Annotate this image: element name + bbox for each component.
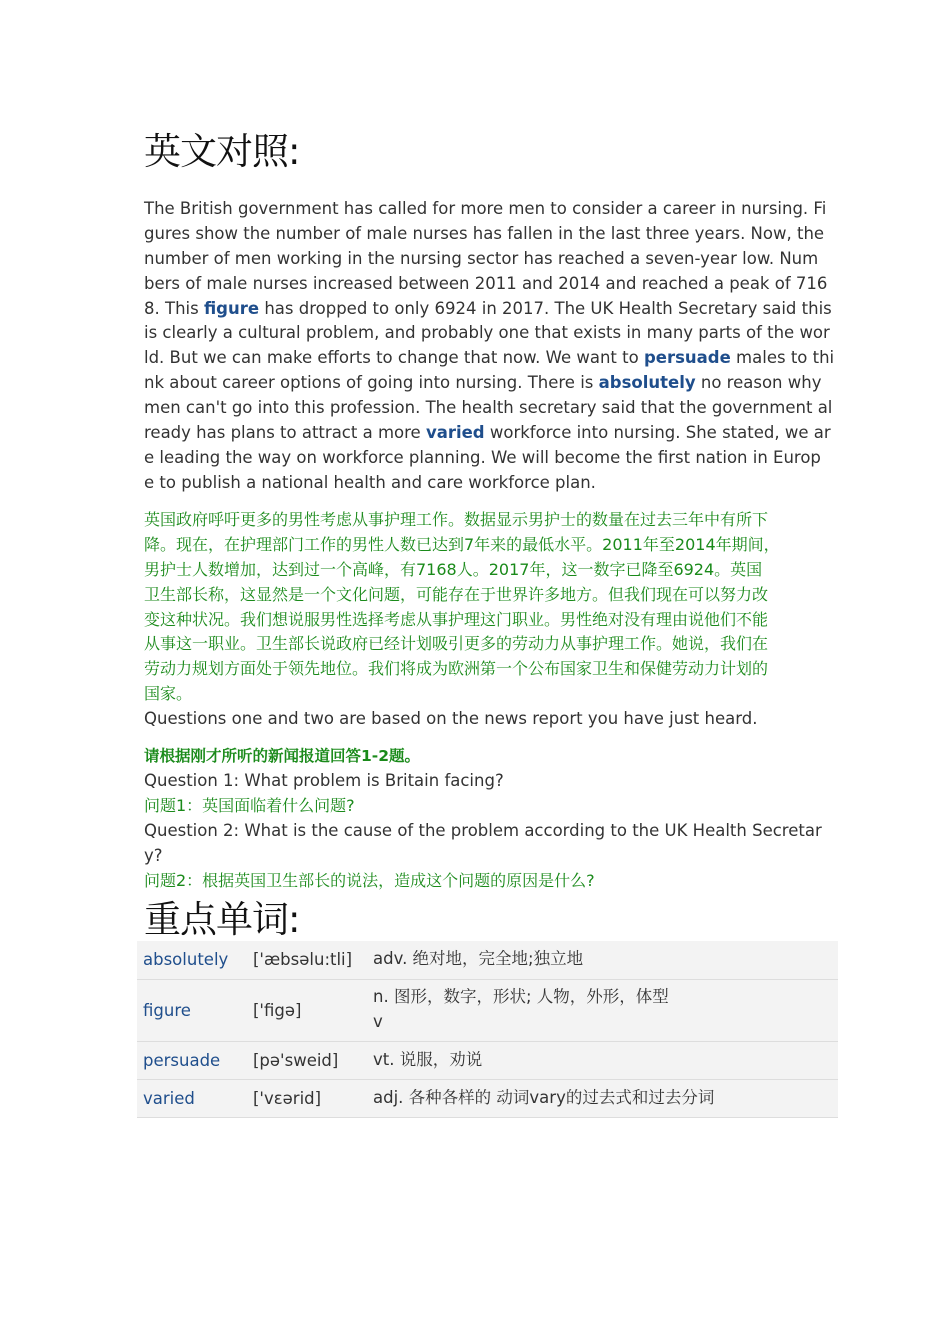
vocab-meaning [367, 941, 838, 979]
question-2-en-line2: y? [144, 846, 163, 865]
text-segment: gures show the number of male nurses has fallen in the last three years. Now, the [144, 223, 825, 243]
text-segment: is clearly a cultural problem, and probably one that exists in many parts of the wor [144, 323, 830, 343]
vocab-row [137, 1041, 838, 1079]
text-segment: males to thi [730, 348, 835, 368]
vocab-meaning-line: adv. 绝对地，完全地;独立地 [373, 949, 584, 969]
english-line [144, 396, 833, 421]
chinese-line: 英国政府呼吁更多的男性考虑从事护理工作。数据显示男护士的数量在过去三年中有所下 [144, 510, 769, 529]
text-segment: ld. But we can make efforts to change that now. We want to [144, 348, 644, 368]
text-segment: number of men working in the nursing sector has reached a seven-year low. Num [144, 248, 819, 268]
vocab-meaning-line: v [373, 1012, 383, 1031]
english-line [144, 446, 821, 471]
chinese-line: 男护士人数增加，达到过一个高峰，有7168人。2017年，这一数字已降至6924。英国 [144, 559, 763, 579]
question-2-en-line1: Question 2: What is the cause of the problem according to the UK Health Secretar [144, 821, 822, 840]
english-passage [144, 197, 835, 496]
vocab-word: figure [143, 1000, 191, 1020]
chinese-line: 降。现在，在护理部门工作的男性人数已达到7年来的最低水平。2011年至2014年期间， [144, 534, 780, 554]
vocab-row [137, 1079, 838, 1117]
text-segment: no reason why [695, 373, 822, 393]
questions-intro-en: Questions one and two are based on the news report you have just heard. [144, 709, 758, 728]
vocabulary-table [137, 941, 838, 1118]
vocab-meaning-line: n. 图形，数字，形状; 人物，外形，体型 [373, 987, 669, 1007]
vocab-word: varied [143, 1088, 195, 1108]
vocab-meaning-line: adj. 各种各样的 动词vary的过去式和过去分词 [373, 1087, 715, 1107]
english-line [144, 247, 819, 272]
text-segment: has dropped to only 6924 in 2017. The UK Health Secretary said this [259, 298, 832, 318]
english-line [144, 371, 822, 396]
question-1-cn: 问题1：英国面临着什么问题? [144, 796, 355, 815]
questions-intro-cn: 请根据刚才所听的新闻报道回答1-2题。 [144, 747, 421, 765]
keyword-highlight: figure [203, 298, 260, 318]
text-segment: e to publish a national health and care workforce plan. [144, 472, 596, 492]
chinese-line: 劳动力规划方面处于领先地位。我们将成为欧洲第一个公布国家卫生和保健劳动力计划的 [144, 659, 769, 679]
vocab-row [137, 941, 838, 979]
chinese-line: 变这种状况。我们想说服男性选择考虑从事护理这门职业。男性绝对没有理由说他们不能 [144, 609, 769, 629]
vocab-word: persuade [143, 1050, 221, 1070]
vocab-phonetic: ['figə] [253, 1000, 302, 1020]
vocab-meaning [367, 1041, 838, 1079]
keyword-highlight: persuade [643, 348, 731, 368]
text-segment: e leading the way on workforce planning. We will become the first nation in Europ [144, 447, 821, 467]
vocab-meaning [367, 979, 838, 1041]
english-line [144, 272, 828, 297]
chinese-line: 国家。 [144, 684, 193, 704]
text-segment: 8. This [144, 298, 204, 318]
chinese-line: 从事这一职业。卫生部长说政府已经计划吸引更多的劳动力从事护理工作。她说，我们在 [144, 634, 769, 654]
section-title-vocabulary: 重点单词: [144, 898, 300, 941]
keyword-highlight: varied [425, 423, 485, 443]
vocab-meaning [367, 1079, 838, 1117]
chinese-translation [144, 508, 814, 707]
english-line [144, 346, 835, 371]
english-line [144, 471, 814, 496]
keyword-highlight: absolutely [598, 373, 696, 393]
text-segment: bers of male nurses increased between 2011 and 2014 and reached a peak of 716 [144, 273, 828, 293]
text-segment: The British government has called for more men to consider a career in nursing. Fi [144, 199, 827, 218]
section-title-bilingual: 英文对照: [144, 130, 300, 173]
text-segment: workforce into nursing. She stated, we ar [484, 423, 831, 443]
chinese-line: 卫生部长称，这显然是一个文化问题，可能存在于世界许多地方。但我们现在可以努力改 [144, 584, 769, 604]
vocab-meaning-line: vt. 说服，劝说 [373, 1049, 483, 1069]
question-2-cn: 问题2：根据英国卫生部长的说法，造成这个问题的原因是什么? [144, 871, 595, 890]
vocab-phonetic: [pə'sweid] [253, 1050, 339, 1070]
english-line [144, 321, 830, 346]
text-segment: nk about career options of going into nursing. There is [144, 373, 599, 393]
vocab-phonetic: ['æbsəlu:tli] [253, 950, 353, 970]
question-1-en: Question 1: What problem is Britain facing? [144, 771, 504, 790]
english-line [144, 421, 831, 446]
english-line [144, 222, 825, 247]
english-line [144, 197, 827, 222]
vocab-word: absolutely [143, 950, 229, 970]
text-segment: men can't go into this profession. The health secretary said that the government al [144, 398, 833, 418]
vocab-phonetic: ['vεərid] [253, 1088, 322, 1108]
text-segment: ready has plans to attract a more [144, 423, 426, 443]
english-line [144, 297, 832, 322]
vocab-row [137, 979, 838, 1041]
